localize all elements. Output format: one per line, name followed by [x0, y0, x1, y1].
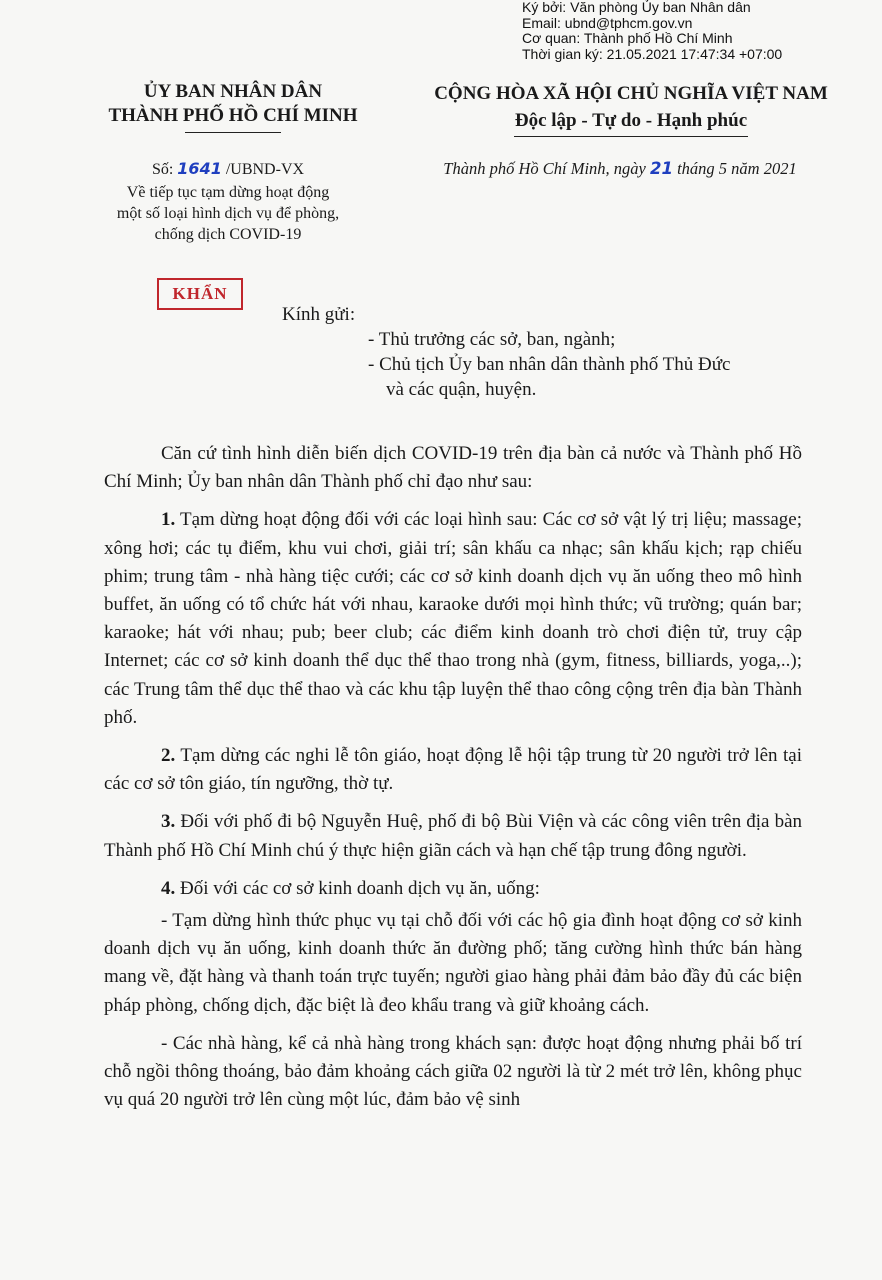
signature-signer: Ký bởi: Văn phòng Ủy ban Nhân dân [522, 0, 751, 15]
national-title: CỘNG HÒA XÃ HỘI CHỦ NGHĨA VIỆT NAM [434, 83, 828, 104]
subject-line-3: chống dịch COVID-19 [154, 226, 302, 243]
place-date-suffix: tháng 5 năm 2021 [672, 159, 797, 178]
document-number-prefix: Số: [151, 161, 178, 178]
national-motto: Độc lập - Tự do - Hạnh phúc [514, 110, 748, 131]
recipient-2-continued: và các quận, huyện. [386, 379, 537, 400]
subject-line-2: một số loại hình dịch vụ để phòng, [116, 205, 340, 222]
recipient-2: - Chủ tịch Ủy ban nhân dân thành phố Thủ Đức [368, 354, 731, 375]
item-1-paragraph [104, 506, 802, 732]
item-2-text: Tạm dừng các nghi lễ tôn giáo, hoạt động lễ hội tập trung từ 20 người trở lên tại các cơ sở tôn giáo, tín ngưỡng, thờ tự. [104, 745, 802, 795]
item-2-number: 2. [161, 745, 176, 767]
issuing-authority-header [78, 80, 388, 133]
item-4-paragraph [104, 875, 802, 903]
authority-line-1: ỦY BAN NHÂN DÂN [143, 81, 323, 102]
intro-paragraph: Căn cứ tình hình diễn biến dịch COVID-19 trên địa bàn cả nước và Thành phố Hồ Chí Minh; Ủy ban nhân dân Thành phố chỉ đạo như sau: [104, 443, 802, 493]
item-4-number: 4. [161, 877, 176, 899]
item-1-number: 1. [161, 509, 176, 531]
national-motto-header [408, 80, 854, 137]
recipients-heading: Kính gửi: [282, 304, 356, 325]
item-3-text: Đối với phố đi bộ Nguyễn Huệ, phố đi bộ Bùi Viện và các công viên trên địa bàn Thành phố Hồ Chí Minh chú ý thực hiện giãn cách và hạn chế tập trung đông người. [104, 811, 802, 861]
place-and-date [420, 158, 820, 179]
authority-underline [185, 132, 281, 133]
item-4a-paragraph: - Tạm dừng hình thức phục vụ tại chỗ đối với các hộ gia đình hoạt động cơ sở kinh doanh dịch vụ ăn uống, kinh doanh thức ăn đường phố; tăng cường hình thức bán hàng mang về, đặt hàng và thanh toán trực tuyến; người giao hàng phải đảm bảo đầy đủ các biện pháp phòng, chống dịch, đặc biệt là đeo khẩu trang và giữ khoảng cách. [104, 910, 802, 1016]
motto-underline [514, 136, 748, 137]
signature-time: Thời gian ký: 21.05.2021 17:47:34 +07:00 [522, 45, 783, 62]
document-number-handwritten: 1641 [177, 159, 222, 178]
item-1-text: Tạm dừng hoạt động đối với các loại hình sau: Các cơ sở vật lý trị liệu; massage; xông hơi; các tụ điểm, khu vui chơi, giải trí; sân khấu ca nhạc; sân khấu kịch; rạp chiếu phim; trung tâm - nhà hàng tiệc cưới; các cơ sở kinh doanh dịch vụ ăn uống theo mô hình buffet, ăn uống có tổ chức hát với nhau, karaoke dưới mọi hình thức; vũ trường; quán bar; karaoke; hát với nhau; pub; beer club; các điểm kinh doanh trò chơi điện tử, truy cập Internet; các cơ sở kinh doanh thể dục thể thao trong nhà (gym, fitness, billiards, yoga,..); các Trung tâm thể dục thể thao và các khu tập luyện thể thao công cộng trên địa bàn Thành phố. [104, 509, 802, 728]
authority-line-2: THÀNH PHỐ HỒ CHÍ MINH [108, 105, 358, 126]
document-number-block [80, 158, 376, 245]
signature-email: Email: ubnd@tphcm.gov.vn [522, 14, 693, 31]
recipients-block [282, 302, 730, 402]
handwritten-day: 21 [650, 159, 673, 178]
document-number [80, 158, 376, 180]
item-3-number: 3. [161, 811, 176, 833]
item-4b-paragraph: - Các nhà hàng, kể cả nhà hàng trong khách sạn: được hoạt động nhưng phải bố trí chỗ ngồi thông thoáng, bảo đảm khoảng cách giữa 02 người là từ 2 mét trở lên, không phục vụ quá 20 người trở lên cùng một lúc, đảm bảo vệ sinh [104, 1032, 802, 1111]
signature-agency: Cơ quan: Thành phố Hồ Chí Minh [522, 30, 733, 46]
document-number-suffix: /UBND-VX [221, 161, 305, 178]
document-body [104, 440, 802, 1124]
place-date-prefix: Thành phố Hồ Chí Minh, ngày [443, 159, 650, 178]
digital-signature-block [522, 0, 782, 62]
item-3-paragraph [104, 808, 802, 864]
urgent-stamp: KHẨN [157, 278, 243, 310]
subject-line-1: Về tiếp tục tạm dừng hoạt động [126, 184, 330, 201]
recipient-1: - Thủ trưởng các sở, ban, ngành; [368, 329, 616, 350]
item-2-paragraph [104, 742, 802, 798]
item-4-text: Đối với các cơ sở kinh doanh dịch vụ ăn, uống: [175, 877, 540, 899]
